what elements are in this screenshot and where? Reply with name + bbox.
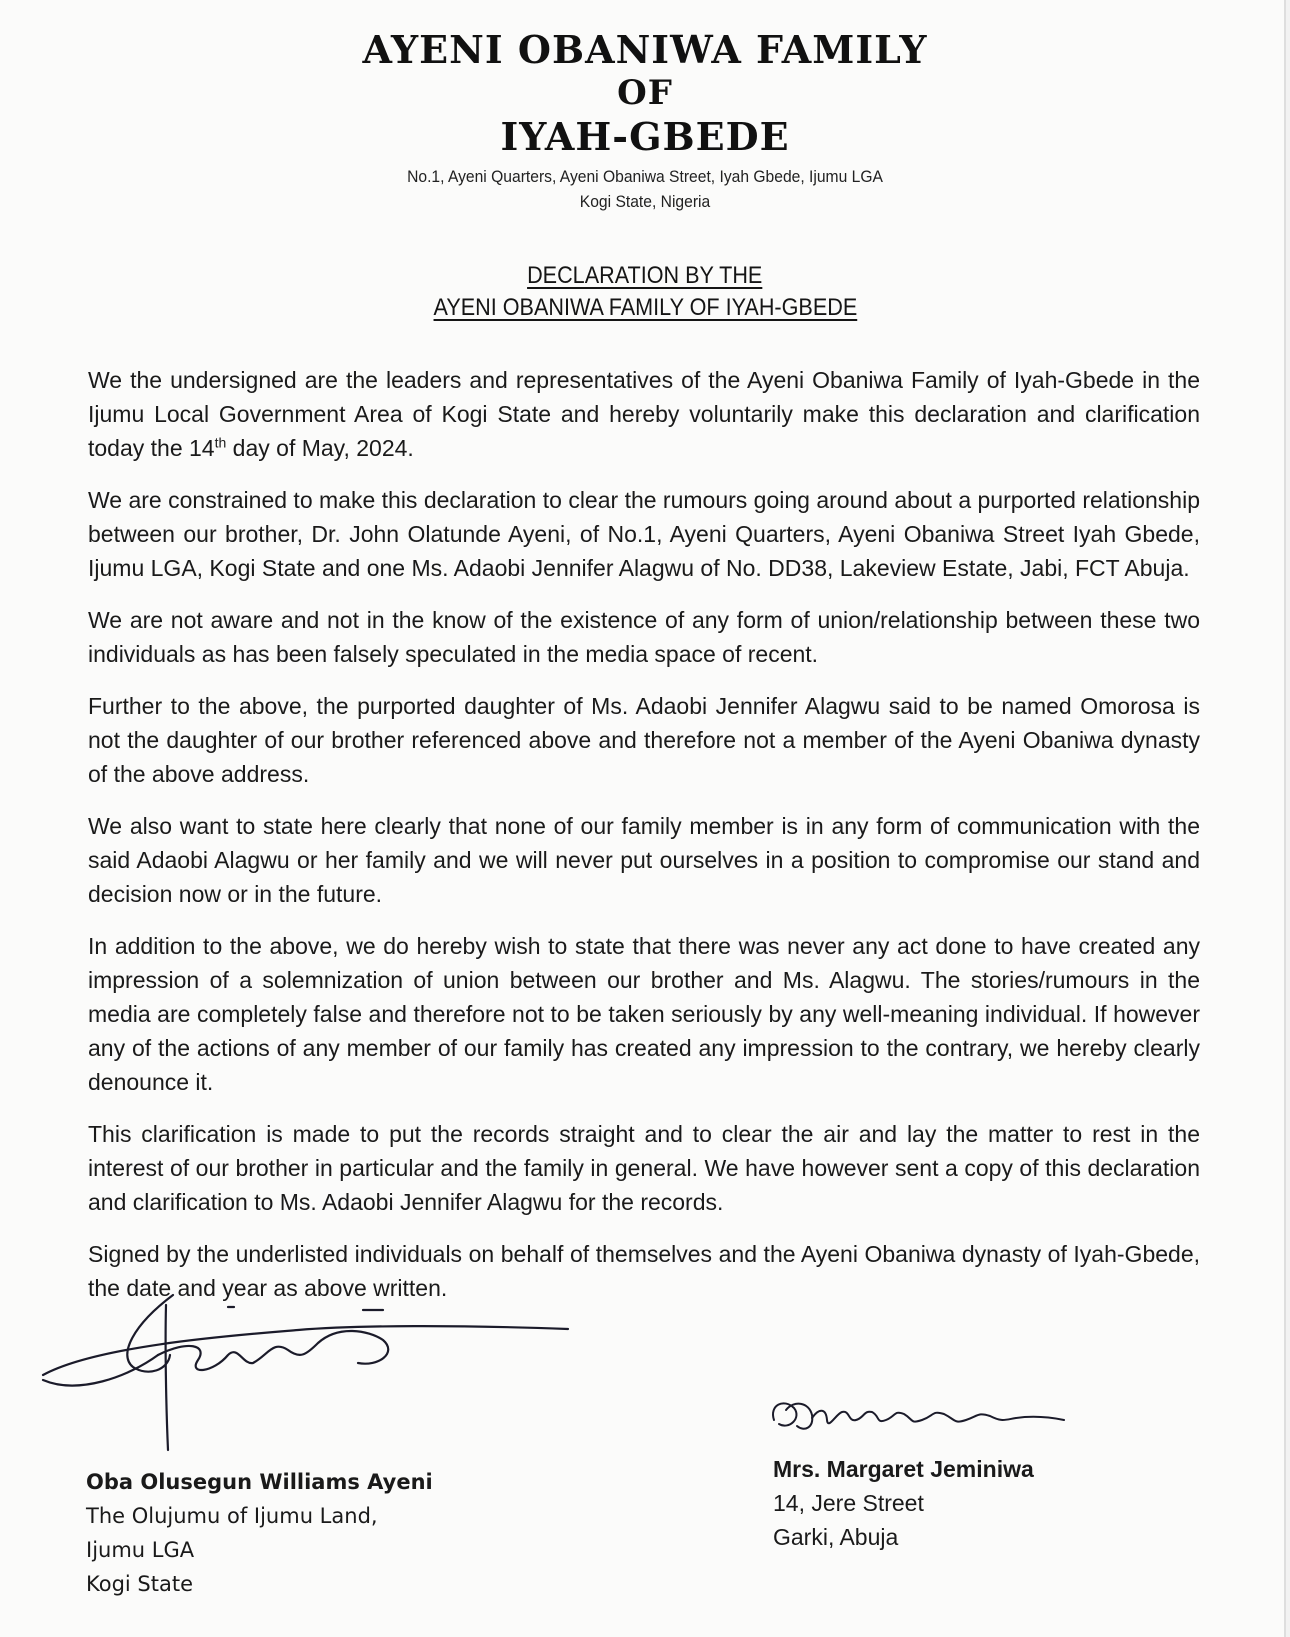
paragraph-6: In addition to the above, we do hereby wish to state that there was never any act done to have created any impression of a solemnization of union between our brother and Ms. Alagwu. The stories/rumours in the media are completely false and therefore not to be taken seriously by any well-meaning individual. If however any of the actions of any member of our family has created any impression to the contrary, we hereby clearly denounce it. [88,933,1200,1095]
paragraph-3: We are not aware and not in the know of the existence of any form of union/relationship between these two individuals as has been falsely speculated in the media space of recent. [88,607,1200,667]
title-line-2: AYENI OBANIWA FAMILY OF IYAH-GBEDE [433,294,857,321]
paragraph-1-text: We the undersigned are the leaders and representatives of the Ayeni Obaniwa Family of Iyah-Gbede in the Ijumu Local Government Area of Kogi State and hereby voluntarily make this declaration and clarification today the 14 [88,367,1200,461]
document-title [0,260,1290,324]
paragraph-1-end: day of May, 2024. [226,435,414,461]
paragraph-1 [88,363,1200,465]
paragraph-2: We are constrained to make this declaration to clear the rumours going around about a purported relationship between our brother, Dr. John Olatunde Ayeni, of No.1, Ayeni Quarters, Ayeni Obaniwa Street Iyah Gbede, Ijumu LGA, Kogi State and one Ms. Adaobi Jennifer Alagwu of No. DD38, Lakeview Estate, Jabi, FCT Abuja. [88,487,1200,581]
paragraph-7: This clarification is made to put the records straight and to clear the air and lay the matter to rest in the interest of our brother in particular and the family in general. We have however sent a copy of this declaration and clarification to Ms. Adaobi Jennifer Alagwu for the records. [88,1121,1200,1215]
title-line-1: DECLARATION BY THE [527,262,763,289]
declaration-body [88,363,1200,1323]
right-signature-image [764,1390,1074,1450]
letterhead-address [52,164,1239,214]
left-signatory-name: Oba Olusegun Williams Ayeni [86,1470,433,1494]
letterhead [0,28,1290,214]
right-signatory-name: Mrs. Margaret Jeminiwa [773,1456,1034,1482]
ordinal-suffix: th [214,434,227,451]
letterhead-of: OF [617,72,673,113]
right-signatory [773,1452,1034,1554]
paragraph-4: Further to the above, the purported daughter of Ms. Adaobi Jennifer Alagwu said to be named Omorosa is not the daughter of our brother referenced above and therefore not a member of the Ayeni Obaniwa dynasty of the above address. [88,693,1200,787]
left-signatory-state: Kogi State [86,1572,193,1596]
right-signatory-city: Garki, Abuja [773,1524,899,1550]
address-line-1: No.1, Ayeni Quarters, Ayeni Obaniwa Street, Iyah Gbede, Ijumu LGA [407,167,883,187]
left-signatory-lga: Ijumu LGA [86,1538,195,1562]
left-signatory [86,1465,433,1601]
address-line-2: Kogi State, Nigeria [579,192,711,212]
left-signatory-title: The Olujumu of Ijumu Land, [86,1504,378,1528]
left-signature-image [38,1285,598,1465]
paragraph-5: We also want to state here clearly that none of our family member is in any form of communication with the said Adaobi Alagwu or her family and we will never put ourselves in a position to compromise our stand and decision now or in the future. [88,813,1200,907]
letterhead-town: IYAH-GBEDE [500,113,790,159]
paragraph-8: Signed by the underlisted individuals on behalf of themselves and the Ayeni Obaniwa dynasty of Iyah-Gbede, the date and year as above written. [88,1241,1200,1301]
letterhead-family-name: AYENI OBANIWA FAMILY [362,27,928,72]
right-signatory-street: 14, Jere Street [773,1490,924,1516]
